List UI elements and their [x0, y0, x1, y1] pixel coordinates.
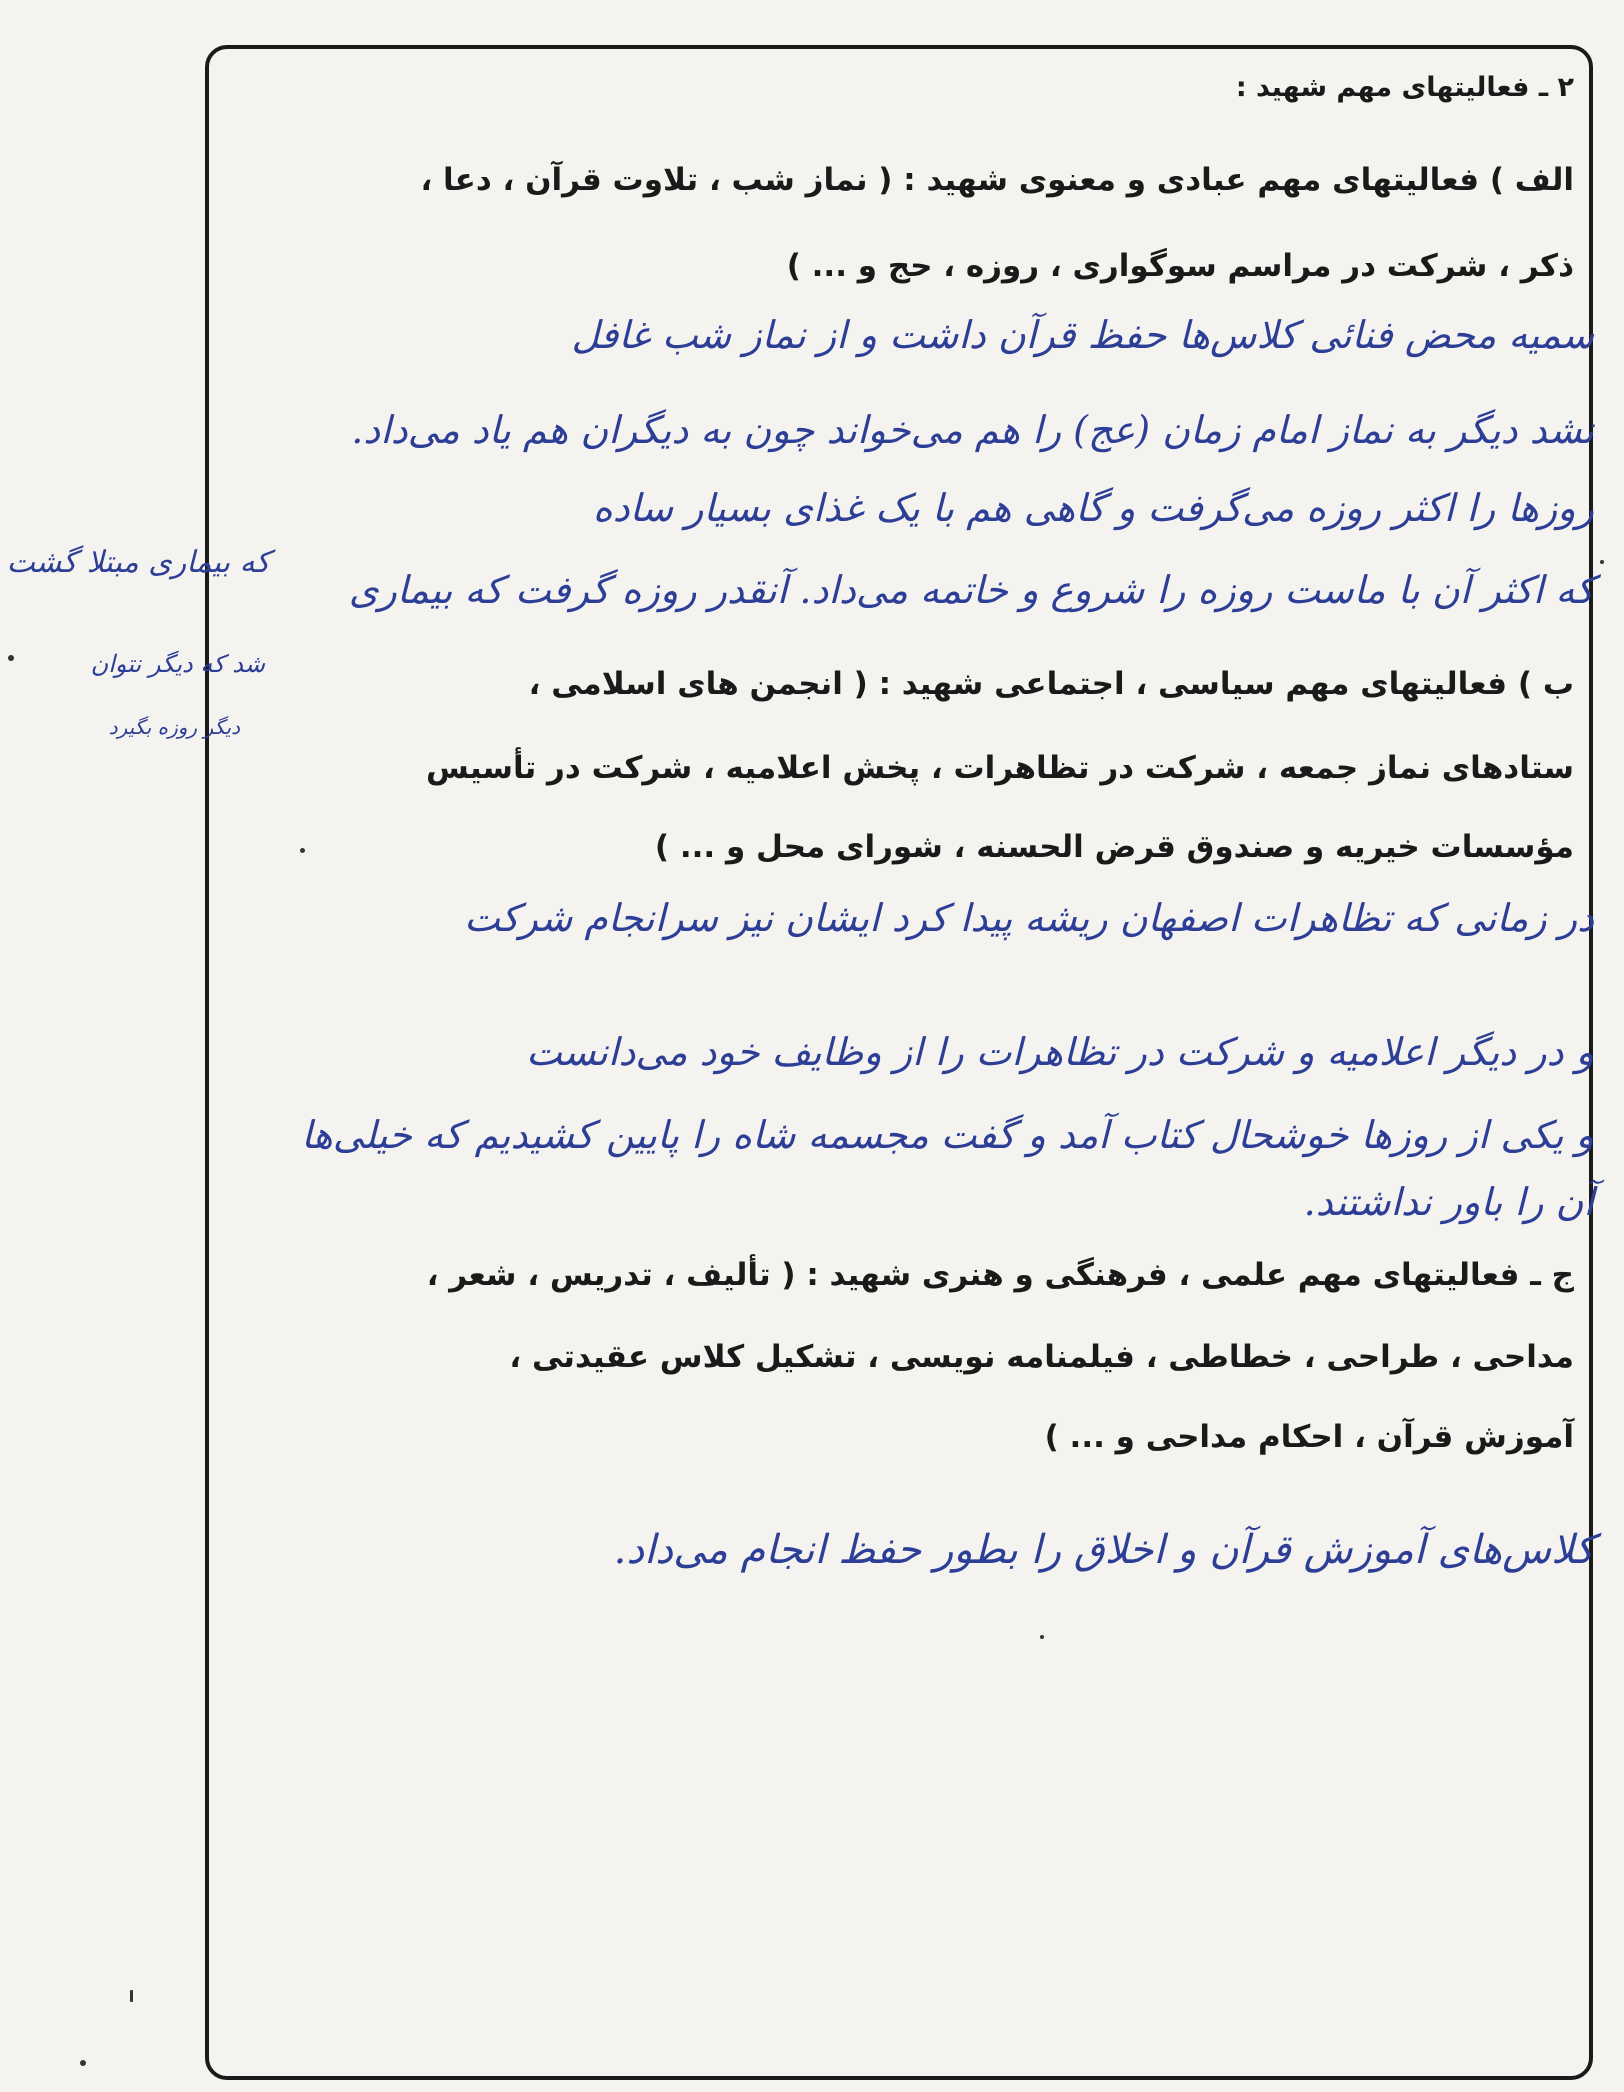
handwritten-b-line-1: در زمانی که تظاهرات اصفهان ریشه پیدا کرد ایشان نیز سرانجام شرکت [464, 896, 1594, 940]
scan-speck [130, 1990, 133, 2002]
margin-note-line-1: که بیماری مبتلا گشت [6, 545, 270, 580]
handwritten-c-line-1: کلاس‌های آموزش قرآن و اخلاق را بطور حفظ انجام می‌داد. [613, 1527, 1594, 1573]
section-b-line-2: ستادهای نماز جمعه ، شرکت در تظاهرات ، پخش اعلامیه ، شرکت در تأسیس [426, 750, 1574, 786]
section-heading: ۲ ـ فعالیتهای مهم شهید : [1235, 72, 1574, 103]
handwritten-a-line-1: سمیه محض فنائی کلاس‌ها حفظ قرآن داشت و از نماز شب غافل [571, 313, 1594, 357]
handwritten-a-line-2: نشد دیگر به نماز امام زمان (عج) را هم می‌خواند چون به دیگران هم یاد می‌داد. [351, 408, 1594, 452]
section-a-line-1: الف ) فعالیتهای مهم عبادی و معنوی شهید : ( نماز شب ، تلاوت قرآن ، دعا ، [420, 162, 1574, 198]
scan-speck [300, 848, 305, 853]
section-b-line-3: مؤسسات خیریه و صندوق قرض الحسنه ، شورای محل و ... ) [654, 829, 1574, 865]
scan-speck [1040, 1635, 1044, 1639]
margin-note-line-3: دیگر روزه بگیرد [108, 715, 240, 739]
section-c-line-1: ج ـ فعالیتهای مهم علمی ، فرهنگی و هنری شهید : ( تألیف ، تدریس ، شعر ، [426, 1257, 1574, 1293]
section-c-line-2: مداحی ، طراحی ، خطاطی ، فیلمنامه نویسی ، تشکیل کلاس عقیدتی ، [509, 1339, 1574, 1375]
margin-note-line-2: شد که دیگر نتوان [90, 650, 265, 678]
section-c-line-3: آموزش قرآن ، احکام مداحی و ... ) [1044, 1419, 1574, 1455]
scan-speck [1600, 560, 1604, 564]
handwritten-a-line-4: که اکثر آن با ماست روزه را شروع و خاتمه می‌داد. آنقدر روزه گرفت که بیماری [348, 568, 1594, 612]
handwritten-b-line-2: و در دیگر اعلامیه و شرکت در تظاهرات را از وظایف خود می‌دانست [526, 1030, 1594, 1074]
handwritten-b-line-4: آن را باور نداشتند. [1303, 1180, 1594, 1224]
section-a-line-2: ذکر ، شرکت در مراسم سوگواری ، روزه ، حج و ... ) [786, 248, 1574, 284]
handwritten-b-line-3: و یکی از روزها خوشحال کتاب آمد و گفت مجسمه شاه را پایین کشیدیم که خیلی‌ها [301, 1113, 1594, 1157]
handwritten-a-line-3: روزها را اکثر روزه می‌گرفت و گاهی هم با یک غذای بسیار ساده [592, 486, 1594, 530]
scan-speck [8, 655, 14, 661]
scan-speck [80, 2060, 86, 2066]
section-b-line-1: ب ) فعالیتهای مهم سیاسی ، اجتماعی شهید : ( انجمن های اسلامی ، [528, 666, 1574, 702]
